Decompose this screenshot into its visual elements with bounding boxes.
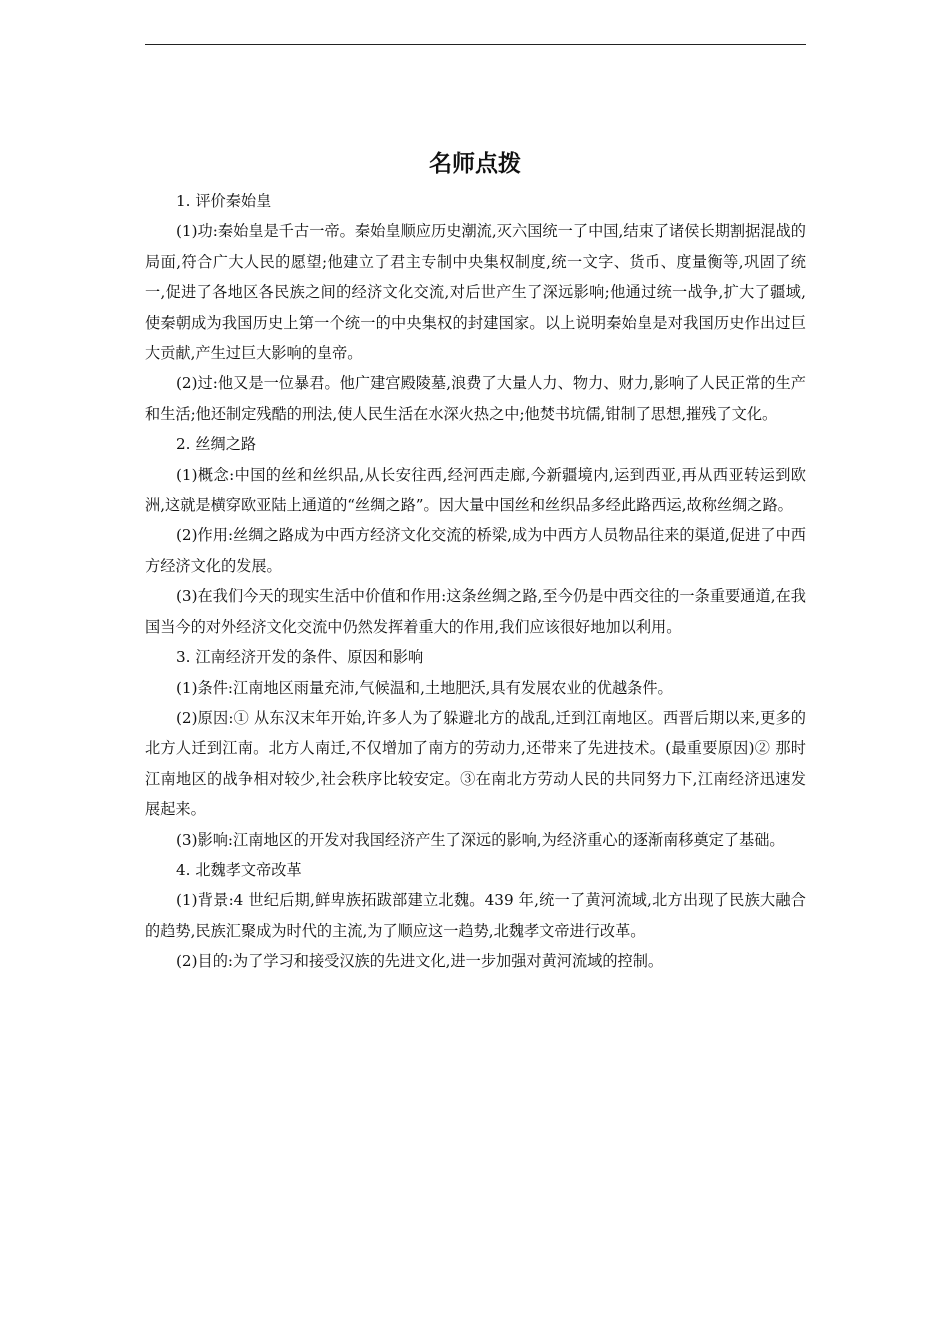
paragraph: (1)背景:4 世纪后期,鲜卑族拓跋部建立北魏。439 年,统一了黄河流域,北方出现了民族大融合的趋势,民族汇聚成为时代的主流,为了顺应这一趋势,北魏孝文帝进行改革。 [145, 891, 806, 940]
document-body [145, 186, 806, 977]
paragraph: (1)功:秦始皇是千古一帝。秦始皇顺应历史潮流,灭六国统一了中国,结束了诸侯长期割据混战的局面,符合广大人民的愿望;他建立了君主专制中央集权制度,统一文字、货币、度量衡等,巩固了统一,促进了各地区各民族之间的经济文化交流,对后世产生了深远影响;他通过统一战争,扩大了疆域,使秦朝成为我国历史上第一个统一的中央集权的封建国家。以上说明秦始皇是对我国历史作出过巨大贡献,产生过巨大影响的皇帝。 [145, 222, 806, 363]
page-title: 名师点拨 [429, 151, 521, 178]
paragraph: (2)目的:为了学习和接受汉族的先进文化,进一步加强对黄河流域的控制。 [176, 952, 664, 971]
paragraph: (3)在我们今天的现实生活中价值和作用:这条丝绸之路,至今仍是中西交往的一条重要通道,在我国当今的对外经济文化交流中仍然发挥着重大的作用,我们应该很好地加以利用。 [145, 587, 806, 636]
header-rule [145, 44, 806, 45]
paragraph: (1)条件:江南地区雨量充沛,气候温和,土地肥沃,具有发展农业的优越条件。 [176, 678, 673, 697]
section-heading: 2. 丝绸之路 [176, 435, 257, 454]
paragraph: (2)过:他又是一位暴君。他广建宫殿陵墓,浪费了大量人力、物力、财力,影响了人民正常的生产和生活;他还制定残酷的刑法,使人民生活在水深火热之中;他焚书坑儒,钳制了思想,摧残了文化。 [145, 374, 806, 423]
section-heading: 1. 评价秦始皇 [176, 192, 272, 210]
paragraph: (3)影响:江南地区的开发对我国经济产生了深远的影响,为经济重心的逐渐南移奠定了基础。 [176, 830, 785, 849]
section-heading: 3. 江南经济开发的条件、原因和影响 [176, 648, 424, 667]
section-heading: 4. 北魏孝文帝改革 [176, 860, 302, 879]
paragraph: (2)作用:丝绸之路成为中西方经济文化交流的桥梁,成为中西方人员物品往来的渠道,促进了中西方经济文化的发展。 [145, 526, 806, 575]
paragraph: (2)原因:① 从东汉末年开始,许多人为了躲避北方的战乱,迁到江南地区。西晋后期以来,更多的北方人迁到江南。北方人南迁,不仅增加了南方的劳动力,还带来了先进技术。(最重要原因)② 那时江南地区的战争相对较少,社会秩序比较安定。③在南北方劳动人民的共同努力下,江南经济迅速发展起来。 [145, 708, 806, 819]
paragraph: (1)概念:中国的丝和丝织品,从长安往西,经河西走廊,今新疆境内,运到西亚,再从西亚转运到欧洲,这就是横穿欧亚陆上通道的“丝绸之路”。因大量中国丝和丝织品多经此路西运,故称丝绸之路。 [145, 465, 806, 515]
